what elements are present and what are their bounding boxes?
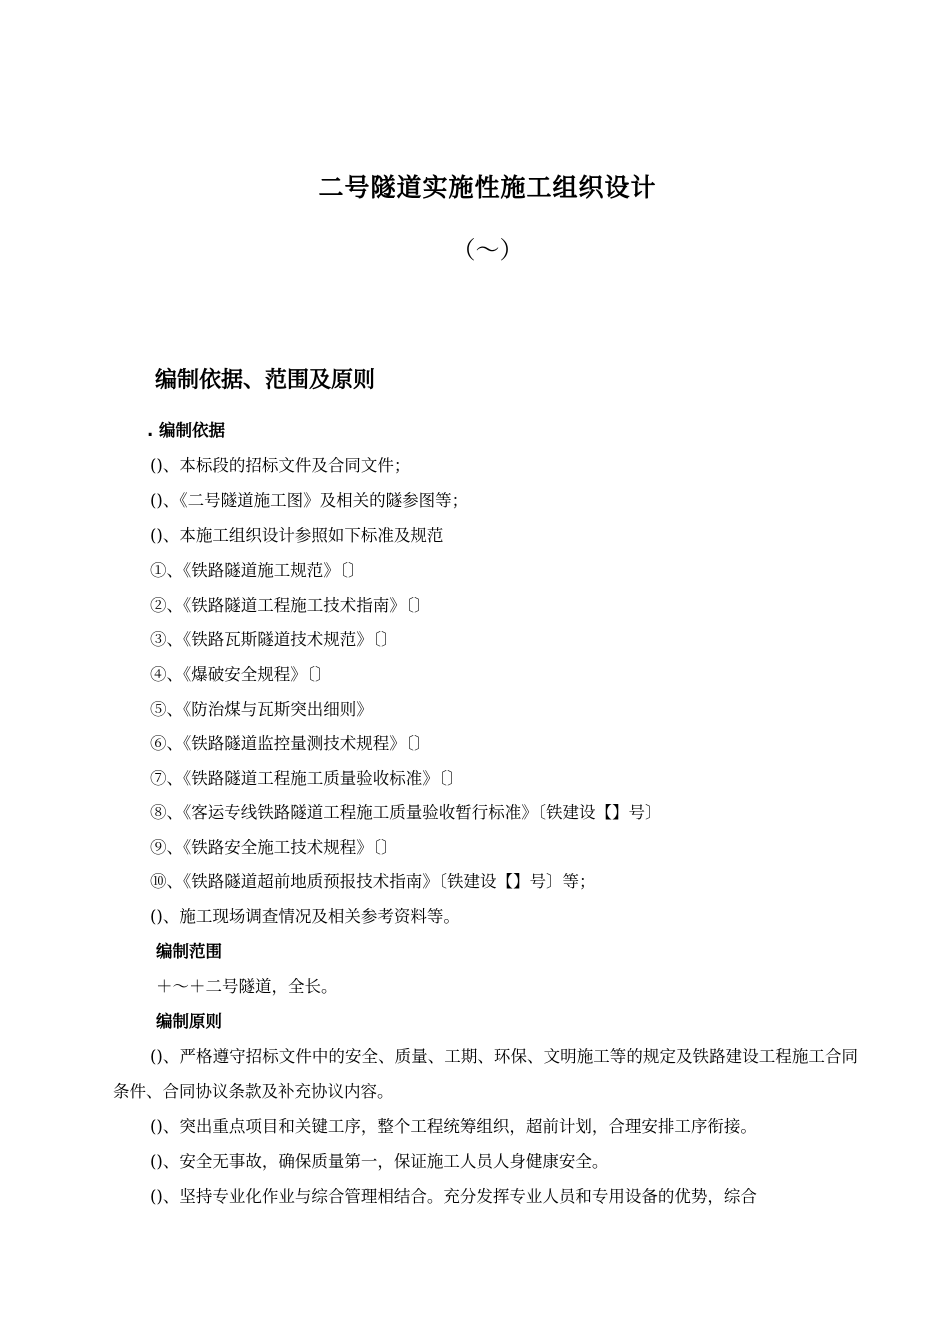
standard-item: ③、《铁路瓦斯隧道技术规范》〔〕 xyxy=(150,630,398,649)
principle-paragraph: ()、坚持专业化作业与综合管理相结合。充分发挥专业人员和专用设备的优势，综合 xyxy=(150,1187,757,1206)
standard-item: ①、《铁路隧道施工规范》〔〕 xyxy=(150,561,365,580)
standard-item: ④、《爆破安全规程》〔〕 xyxy=(150,665,332,684)
document-title: 二号隧道实施性施工组织设计 xyxy=(318,173,657,202)
document-subtitle: （～） xyxy=(451,236,524,264)
principles-heading: 编制原则 xyxy=(156,1012,222,1031)
section-heading: 编制依据、范围及原则 xyxy=(155,368,376,393)
standard-item: ⑥、《铁路隧道监控量测技术规程》〔〕 xyxy=(150,734,431,753)
basis-item: ()、施工现场调查情况及相关参考资料等。 xyxy=(150,907,460,926)
principle-paragraph: ()、安全无事故，确保质量第一，保证施工人员人身健康安全。 xyxy=(150,1152,609,1171)
standard-item: ⑨、《铁路安全施工技术规程》〔〕 xyxy=(150,838,398,857)
basis-item: ()、本施工组织设计参照如下标准及规范 xyxy=(150,526,444,545)
principle-paragraph: ()、突出重点项目和关键工序，整个工程统筹组织，超前计划，合理安排工序衔接。 xyxy=(150,1117,757,1136)
scope-heading: 编制范围 xyxy=(156,942,222,961)
basis-item: ()、本标段的招标文件及合同文件； xyxy=(150,456,411,475)
standard-item: ⑦、《铁路隧道工程施工质量验收标准》〔〕 xyxy=(150,769,464,788)
basis-item: ()、《二号隧道施工图》及相关的隧参图等； xyxy=(150,491,469,510)
standard-item: ⑤、《防治煤与瓦斯突出细则》 xyxy=(150,700,373,719)
standard-item: ②、《铁路隧道工程施工技术指南》〔〕 xyxy=(150,596,431,615)
standard-item: ⑩、《铁路隧道超前地质预报技术指南》〔铁建设【】号〕等； xyxy=(150,872,596,891)
scope-text: ＋～＋二号隧道，全长。 xyxy=(156,977,338,996)
standard-item: ⑧、《客运专线铁路隧道工程施工质量验收暂行标准》〔铁建设【】号〕 xyxy=(150,803,662,822)
basis-heading: . 编制依据 xyxy=(147,421,226,440)
principle-paragraph: ()、严格遵守招标文件中的安全、质量、工期、环保、文明施工等的规定及铁路建设工程施工合同条件、合同协议条款及补充协议内容。 xyxy=(113,1047,858,1101)
